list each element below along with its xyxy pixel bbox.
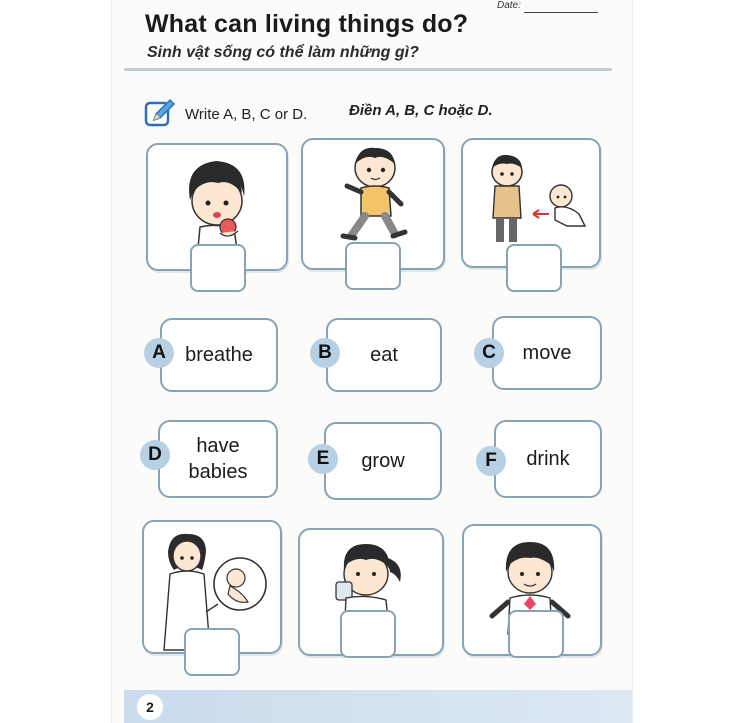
page-number: 2 xyxy=(137,694,163,720)
option-letter-e: E xyxy=(308,444,338,474)
option-box-c xyxy=(492,316,602,390)
option-letter-f: F xyxy=(476,446,506,476)
answer-box-breathing[interactable] xyxy=(508,610,564,658)
option-word-c: move xyxy=(522,342,572,364)
instruction-english: Write A, B, C or D. xyxy=(185,106,308,123)
option-box-b xyxy=(326,318,442,392)
answer-box-eating[interactable] xyxy=(190,244,246,292)
page-footer-band xyxy=(124,690,632,723)
answer-box-drinking[interactable] xyxy=(340,610,396,658)
option-word-f: drink xyxy=(526,448,570,470)
page-subtitle: Sinh vật sống có thể làm những gì? xyxy=(147,44,419,61)
option-word-d-line2: babies xyxy=(188,461,248,483)
page-title: What can living things do? xyxy=(145,10,469,38)
option-box-d xyxy=(158,420,278,498)
option-word-d-line1: have xyxy=(196,435,240,457)
option-letter-d: D xyxy=(140,440,170,470)
date-input-line[interactable] xyxy=(524,12,598,13)
option-letter-c: C xyxy=(474,338,504,368)
answer-box-walking[interactable] xyxy=(345,242,401,290)
option-box-e xyxy=(324,422,442,500)
pencil-edit-icon xyxy=(144,98,174,128)
option-box-a xyxy=(160,318,278,392)
option-box-f xyxy=(494,420,602,498)
option-word-b: eat xyxy=(370,344,398,366)
title-divider xyxy=(124,68,612,71)
answer-box-having-babies[interactable] xyxy=(184,628,240,676)
option-letter-a: A xyxy=(144,338,174,368)
instruction-vietnamese: Điền A, B, C hoặc D. xyxy=(349,102,493,119)
date-label: Date: xyxy=(497,0,521,11)
option-letter-b: B xyxy=(310,338,340,368)
answer-box-growing[interactable] xyxy=(506,244,562,292)
option-word-a: breathe xyxy=(185,344,253,366)
option-word-e: grow xyxy=(361,450,405,472)
